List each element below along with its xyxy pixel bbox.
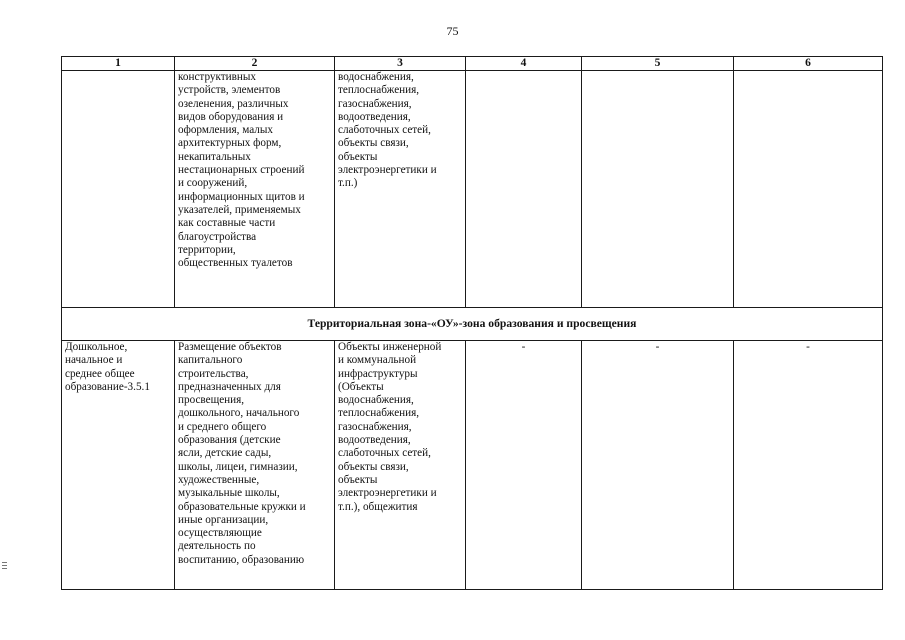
cell-use-description: Размещение объектов капитального строительства, предназначенных для просвещения, дошкольного, начального и среднего общего образования (детские ясли, детские сады, школы, лицеи, гимназии, художественные, музыкальные школы, образовательные кружки и иные организации, осуществляющие деятельность по воспитанию, образованию bbox=[175, 341, 335, 590]
table-row-education bbox=[62, 341, 883, 590]
cell-use-description: конструктивных устройств, элементов озеленения, различных видов оборудования и оформления, малых архитектурных форм, некапитальных нестационарных строений и сооружений, информационных щитов и указателей, применяемых как составные части благоустройства территории, общественных туалетов bbox=[175, 71, 335, 308]
cell-col-6: - bbox=[734, 341, 883, 590]
column-header-1: 1 bbox=[62, 57, 175, 71]
column-header-4: 4 bbox=[466, 57, 582, 71]
column-header-5: 5 bbox=[582, 57, 734, 71]
cell-col-4 bbox=[466, 71, 582, 308]
zone-heading: Территориальная зона-«ОУ»-зона образования и просвещения bbox=[62, 308, 883, 341]
page-number: 75 bbox=[446, 24, 459, 38]
cell-permitted-use bbox=[62, 71, 175, 308]
cell-col-5 bbox=[582, 71, 734, 308]
scan-margin-mark bbox=[2, 562, 7, 574]
table-row-continuation bbox=[62, 71, 883, 308]
table-header-row bbox=[62, 57, 883, 71]
regulations-table bbox=[61, 56, 883, 590]
cell-auxiliary-uses: водоснабжения, теплоснабжения, газоснабжения, водоотведения, слаботочных сетей, объекты связи, объекты электроэнергетики и т.п.) bbox=[335, 71, 466, 308]
cell-col-4: - bbox=[466, 341, 582, 590]
cell-col-6 bbox=[734, 71, 883, 308]
cell-permitted-use: Дошкольное, начальное и среднее общее образование-3.5.1 bbox=[62, 341, 175, 590]
zone-heading-row bbox=[62, 308, 883, 341]
column-header-6: 6 bbox=[734, 57, 883, 71]
cell-col-5: - bbox=[582, 341, 734, 590]
column-header-3: 3 bbox=[335, 57, 466, 71]
column-header-2: 2 bbox=[175, 57, 335, 71]
cell-auxiliary-uses: Объекты инженерной и коммунальной инфраструктуры (Объекты водоснабжения, теплоснабжения, газоснабжения, водоотведения, слаботочных сетей, объекты связи, объекты электроэнергетики и т.п.), общежития bbox=[335, 341, 466, 590]
